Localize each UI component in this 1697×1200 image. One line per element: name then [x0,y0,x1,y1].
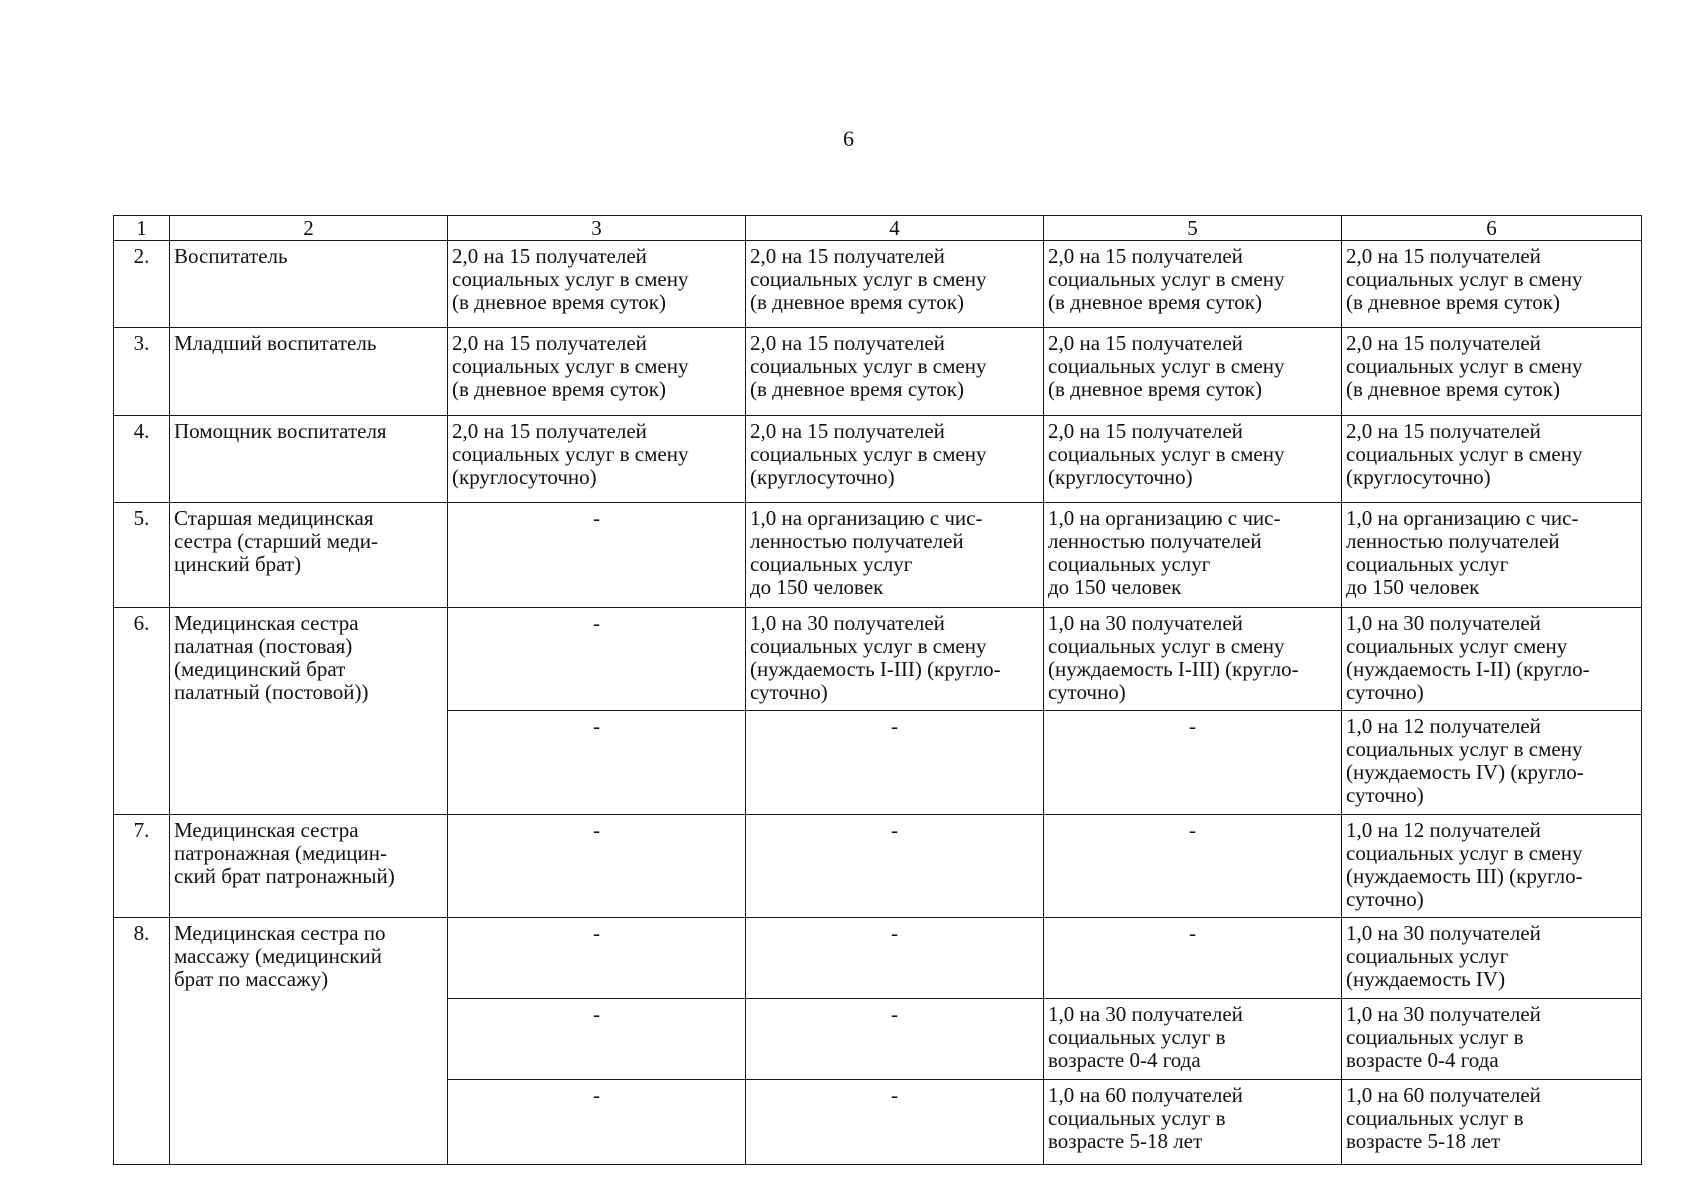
page-number: 6 [843,126,854,151]
norm-cell-col3: 2,0 на 15 получателей социальных услуг в смену (в дневное время суток) [448,241,746,328]
row-number: 3. [114,328,170,415]
norm-cell-col5: 1,0 на организацию с чис- ленностью получателей социальных услуг до 150 человек [1044,502,1342,607]
norm-cell-col4: 1,0 на 30 получателей социальных услуг в смену (нуждаемость I-III) (кругло- суточно) [746,607,1044,710]
row-number: 4. [114,415,170,502]
row-number: 7. [114,814,170,917]
norm-cell-col6: 1,0 на 30 получателей социальных услуг смену (нуждаемость I-II) (кругло- суточно) [1342,607,1642,710]
position-name: Медицинская сестра патронажная (медицин- ский брат патронажный) [170,814,448,917]
norm-cell-col5: 1,0 на 30 получателей социальных услуг в возрасте 0-4 года [1044,998,1342,1079]
norm-cell-col4: - [746,917,1044,998]
table-row [114,917,1642,998]
table-row [114,415,1642,502]
position-name: Старшая медицинская сестра (старший меди- цинский брат) [170,502,448,607]
norm-cell-col3: - [448,607,746,710]
norm-cell-col3: - [448,502,746,607]
table-row [114,328,1642,415]
norm-cell-col5: 2,0 на 15 получателей социальных услуг в смену (круглосуточно) [1044,415,1342,502]
norm-cell-col3: - [448,917,746,998]
norm-cell-col4: 2,0 на 15 получателей социальных услуг в смену (в дневное время суток) [746,241,1044,328]
norm-cell-col6: 2,0 на 15 получателей социальных услуг в смену (в дневное время суток) [1342,241,1642,328]
position-name: Воспитатель [170,241,448,328]
position-name: Помощник воспитателя [170,415,448,502]
norm-cell-col3: 2,0 на 15 получателей социальных услуг в смену (в дневное время суток) [448,328,746,415]
norm-cell-col4: 1,0 на организацию с чис- ленностью получателей социальных услуг до 150 человек [746,502,1044,607]
norm-cell-col5: - [1044,814,1342,917]
norm-cell-col5: 2,0 на 15 получателей социальных услуг в смену (в дневное время суток) [1044,328,1342,415]
position-name: Младший воспитатель [170,328,448,415]
norm-cell-col4: - [746,998,1044,1079]
norm-cell-col6: 1,0 на организацию с чис- ленностью получателей социальных услуг до 150 человек [1342,502,1642,607]
norm-cell-col6: 1,0 на 30 получателей социальных услуг (нуждаемость IV) [1342,917,1642,998]
header-row [114,216,1642,241]
header-col-4: 4 [746,216,1044,241]
header-col-6: 6 [1342,216,1642,241]
norm-cell-col3: - [448,1079,746,1164]
header-col-3: 3 [448,216,746,241]
norm-cell-col3: - [448,814,746,917]
row-number: 2. [114,241,170,328]
norm-cell-col5: 2,0 на 15 получателей социальных услуг в смену (в дневное время суток) [1044,241,1342,328]
norm-cell-col6: 2,0 на 15 получателей социальных услуг в смену (в дневное время суток) [1342,328,1642,415]
norm-cell-col5: - [1044,917,1342,998]
position-name: Медицинская сестра по массажу (медицинский брат по массажу) [170,917,448,1164]
norm-cell-col6: 1,0 на 12 получателей социальных услуг в смену (нуждаемость IV) (кругло- суточно) [1342,711,1642,814]
norm-cell-col3: - [448,998,746,1079]
norm-cell-col3: - [448,711,746,814]
norm-cell-col6: 1,0 на 30 получателей социальных услуг в возрасте 0-4 года [1342,998,1642,1079]
norm-cell-col5: 1,0 на 30 получателей социальных услуг в смену (нуждаемость I-III) (кругло- суточно) [1044,607,1342,710]
norm-cell-col6: 2,0 на 15 получателей социальных услуг в смену (круглосуточно) [1342,415,1642,502]
header-col-2: 2 [170,216,448,241]
norm-cell-col6: 1,0 на 60 получателей социальных услуг в возрасте 5-18 лет [1342,1079,1642,1164]
table-row [114,502,1642,607]
norm-cell-col3: 2,0 на 15 получателей социальных услуг в смену (круглосуточно) [448,415,746,502]
row-number: 8. [114,917,170,1164]
norm-cell-col4: - [746,814,1044,917]
header-col-1: 1 [114,216,170,241]
norm-cell-col4: - [746,711,1044,814]
position-name: Медицинская сестра палатная (постовая) (медицинский брат палатный (постовой)) [170,607,448,814]
row-number: 6. [114,607,170,814]
norm-cell-col5: 1,0 на 60 получателей социальных услуг в возрасте 5-18 лет [1044,1079,1342,1164]
norm-cell-col4: 2,0 на 15 получателей социальных услуг в смену (круглосуточно) [746,415,1044,502]
table-row [114,241,1642,328]
norm-cell-col6: 1,0 на 12 получателей социальных услуг в смену (нуждаемость III) (кругло- суточно) [1342,814,1642,917]
norm-cell-col5: - [1044,711,1342,814]
table-row [114,814,1642,917]
norm-cell-col4: - [746,1079,1044,1164]
row-number: 5. [114,502,170,607]
norm-cell-col4: 2,0 на 15 получателей социальных услуг в смену (в дневное время суток) [746,328,1044,415]
header-col-5: 5 [1044,216,1342,241]
staffing-norms-table [113,215,1642,1165]
table-row [114,607,1642,710]
